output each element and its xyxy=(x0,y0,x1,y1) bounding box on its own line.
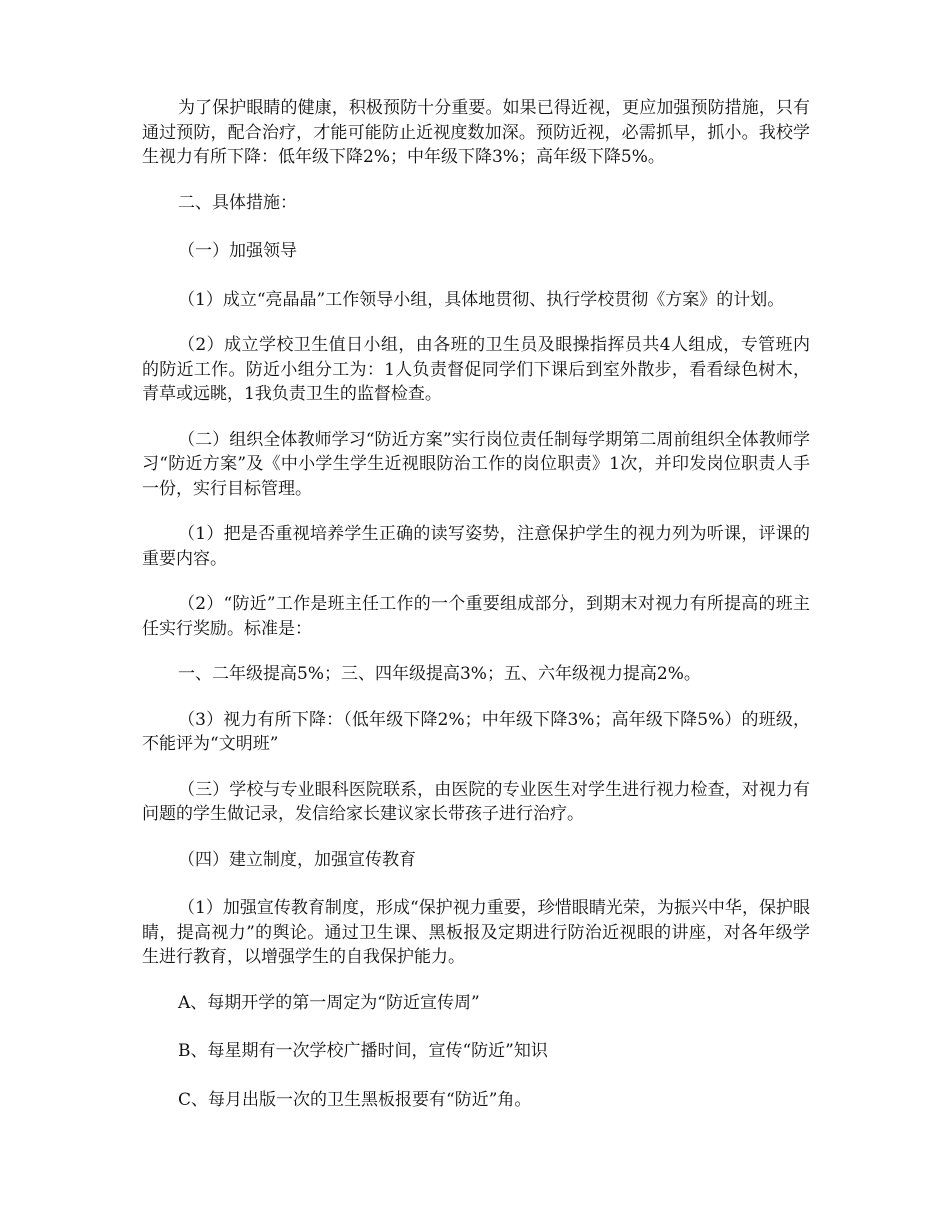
paragraph-teacher-study: （二）组织全体教师学习“防近方案”实行岗位责任制每学期第二周前组织全体教师学习“防近方案”及《中小学生学生近视眼防治工作的岗位职责》1次，并印发岗位职责人手一份，实行目标管理。 xyxy=(142,429,810,499)
list-item-a: A、每期开学的第一周定为“防近宣传周” xyxy=(178,992,480,1013)
paragraph-improvement-standard: 一、二年级提高5%；三、四年级提高3%；五、六年级视力提高2%。 xyxy=(178,664,701,684)
paragraph-intro: 为了保护眼睛的健康，积极预防十分重要。如果已得近视，更应加强预防措施，只有通过预防，配合治疗，才能可能防止近视度数加深。预防近视，必需抓早，抓小。我校学生视力有所下降：低年级下降2%；中年级下降3%；高年级下降5%。 xyxy=(142,98,810,167)
subsection-heading-leadership: （一）加强领导 xyxy=(178,241,297,261)
list-item-b: B、每星期有一次学校广播时间，宣传“防近”知识 xyxy=(178,1041,548,1061)
section-heading-measures: 二、具体措施： xyxy=(178,192,297,213)
paragraph-leadership-item-2: （2）成立学校卫生值日小组，由各班的卫生员及眼操指挥员共4人组成，专管班内的防近工作。防近小组分工为：1人负责督促同学们下课后到室外散步，看看绿色树木，青草或远眺，1我负责卫生的监督检查。 xyxy=(142,335,810,404)
paragraph-teacher-item-2: （2）“防近”工作是班主任工作的一个重要组成部分，到期末对视力有所提高的班主任实行奖励。标准是： xyxy=(142,594,810,639)
list-item-c: C、每月出版一次的卫生黑板报要有“防近”角。 xyxy=(178,1089,532,1110)
document-page xyxy=(142,96,810,1136)
paragraph-leadership-item-1: （1）成立“亮晶晶”工作领导小组，具体地贯彻、执行学校贯彻《方案》的计划。 xyxy=(178,289,785,310)
subsection-heading-system: （四）建立制度，加强宣传教育 xyxy=(178,849,416,870)
paragraph-system-item-1: （1）加强宣传教育制度，形成“保护视力重要，珍惜眼睛光荣，为振兴中华，保护眼睛，提高视力”的舆论。通过卫生课、黑板报及定期进行防治近视眼的讲座，对各年级学生进行教育，以增强学生的自我保护能力。 xyxy=(142,898,810,967)
paragraph-teacher-item-1: （1）把是否重视培养学生正确的读写姿势，注意保护学生的视力列为听课，评课的重要内容。 xyxy=(142,524,810,569)
paragraph-teacher-item-3: （3）视力有所下降：（低年级下降2%；中年级下降3%；高年级下降5%）的班级，不能评为“文明班” xyxy=(142,709,810,754)
paragraph-hospital-contact: （三）学校与专业眼科医院联系，由医院的专业医生对学生进行视力检查，对视力有问题的学生做记录，发信给家长建议家长带孩子进行治疗。 xyxy=(142,779,810,824)
